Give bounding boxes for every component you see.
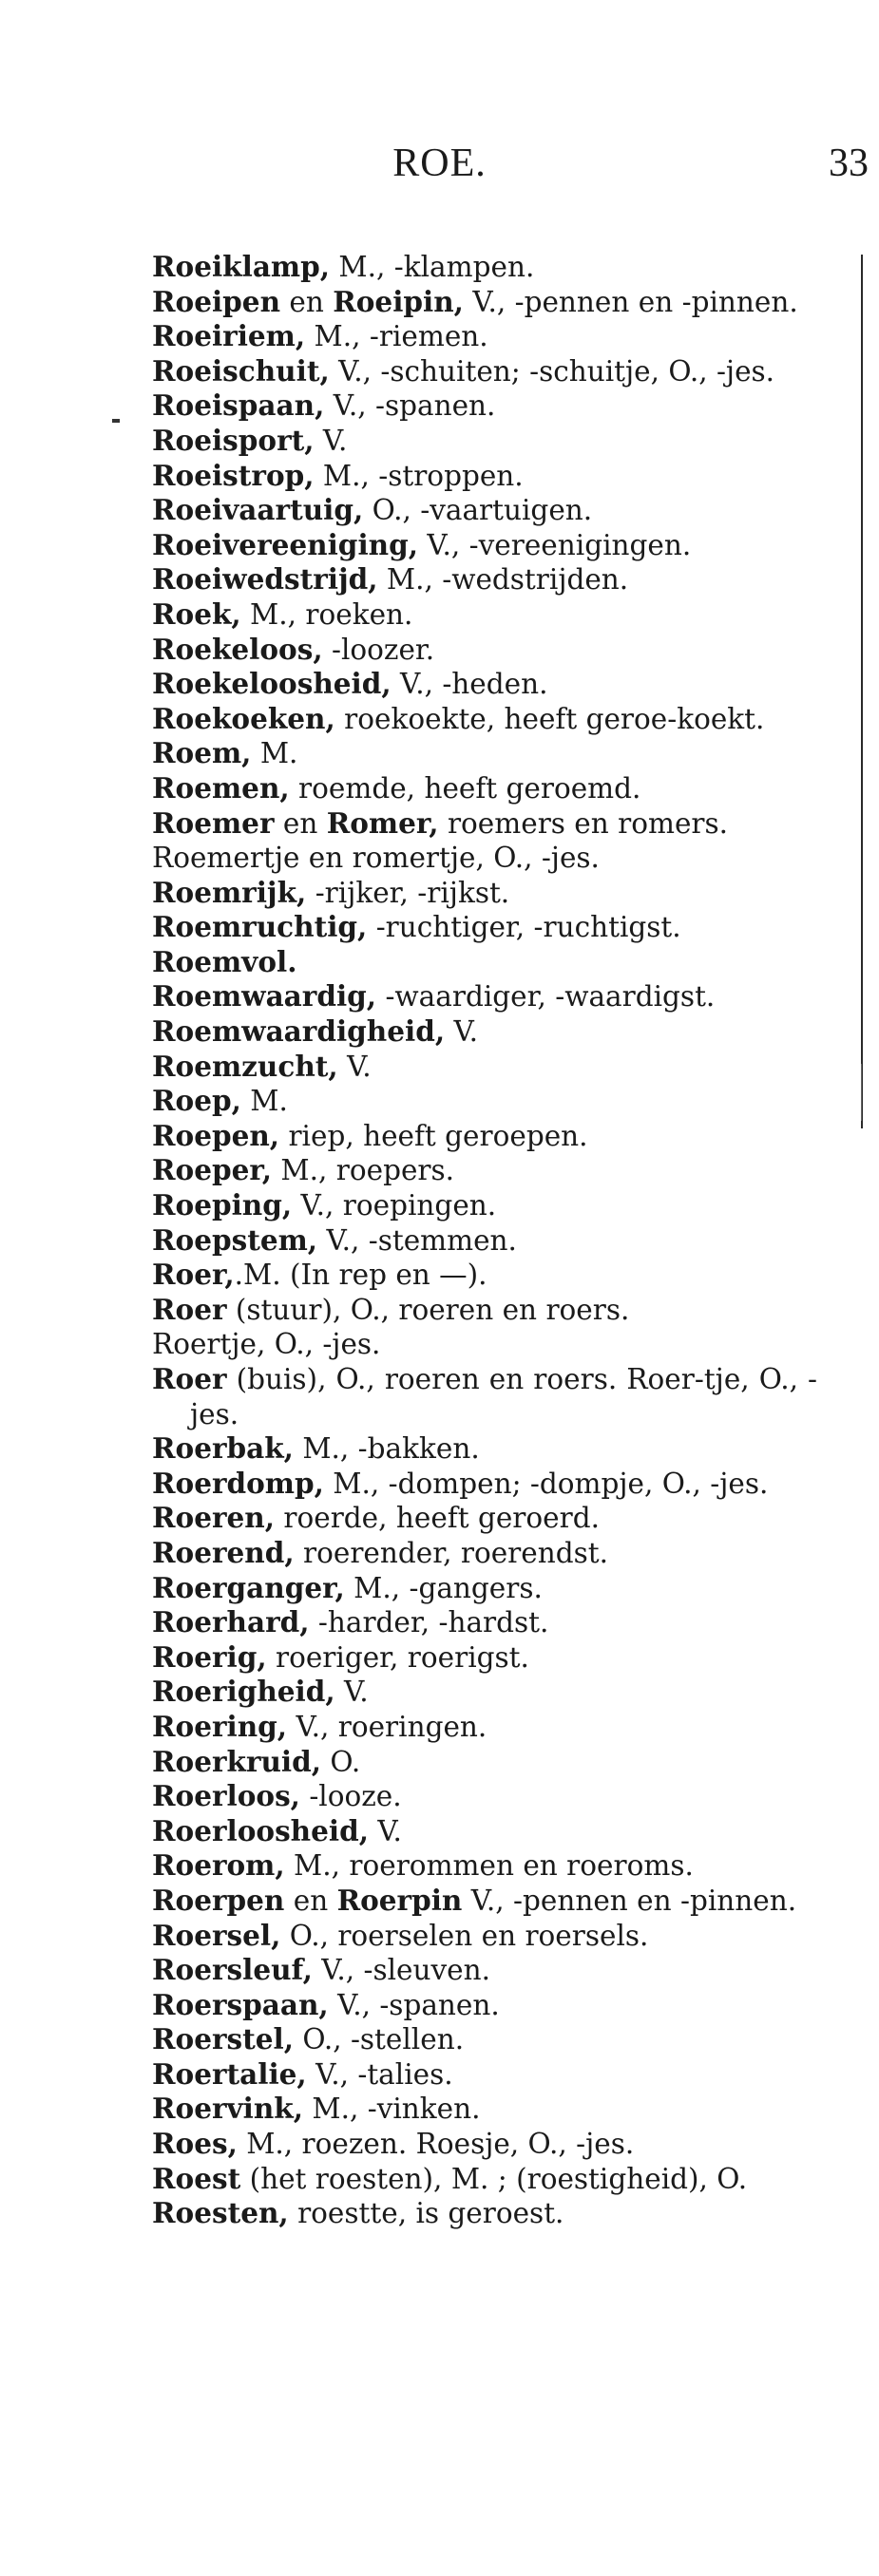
headword: Roemwaardig,: [152, 979, 377, 1013]
headword: Roer: [152, 1362, 227, 1395]
dictionary-entry: [152, 424, 817, 459]
headword: Roek,: [152, 597, 241, 631]
dictionary-entry: [152, 1084, 817, 1119]
entry-definition: M., roezen. Roesje, O., -jes.: [237, 2128, 635, 2161]
entry-definition: en: [280, 285, 334, 318]
entry-definition: (buis), O., roeren en roers. Roer-tje, O., -jes.: [190, 1363, 817, 1430]
dictionary-entry: [152, 2162, 817, 2197]
headword: Roeper,: [152, 1153, 273, 1187]
headword: Roepen,: [152, 1118, 280, 1152]
headword: Roerigheid,: [152, 1675, 335, 1709]
page-number: 33: [829, 142, 869, 185]
dictionary-entry: [152, 1293, 817, 1328]
headword: Roerstel,: [152, 2022, 294, 2056]
headword: Roemruchtig,: [152, 910, 368, 944]
entry-definition: V., -vereenigingen.: [418, 528, 692, 561]
entry-definition: roerde, heeft geroerd.: [275, 1502, 600, 1535]
entry-subline: Roertje, O., -jes.: [152, 1328, 381, 1361]
headword-variant: Roeipin,: [333, 284, 464, 318]
entry-definition: V., -talies.: [306, 2057, 453, 2091]
dictionary-entry: [152, 1467, 817, 1502]
dictionary-entry: [152, 250, 817, 285]
headword: Roest: [152, 2161, 241, 2195]
headword-variant: Roerpin: [336, 1883, 463, 1917]
headword: Roeistrop,: [152, 458, 315, 492]
entry-definition: -harder, -hardst.: [309, 1606, 549, 1639]
headword: Roerig,: [152, 1639, 267, 1674]
entry-definition: en: [284, 1884, 337, 1917]
headword: Roeisport,: [152, 423, 315, 457]
entry-definition: -rijker, -rijkst.: [306, 876, 510, 909]
headword: Roeiriem,: [152, 319, 306, 353]
entry-definition: M., -riemen.: [305, 320, 488, 353]
entry-definition: roeriger, roerigst.: [266, 1640, 529, 1674]
entry-definition: V., -spanen.: [324, 389, 496, 423]
dictionary-entry: [152, 1571, 817, 1606]
dictionary-entry: [152, 1884, 817, 1919]
dictionary-entry: [152, 1014, 817, 1050]
entry-definition: V.: [445, 1015, 479, 1049]
dictionary-entry: [152, 1605, 817, 1640]
entry-definition: roerender, roerendst.: [294, 1536, 608, 1569]
headword: Roemer: [152, 805, 275, 840]
headword: Roeping,: [152, 1188, 293, 1222]
entry-definition: M.: [240, 1085, 288, 1118]
dictionary-entry: [152, 667, 817, 702]
entry-definition-continued: V., -pennen en -pinnen.: [462, 1884, 797, 1917]
headword: Roerpen: [152, 1883, 285, 1917]
entry-definition: M., -stroppen.: [314, 459, 524, 492]
headword: Roesten,: [152, 2196, 289, 2230]
dictionary-entry: [152, 876, 817, 911]
dictionary-entry: [152, 1153, 817, 1188]
headword: Roersleuf,: [152, 1953, 313, 1987]
headword: Roeren,: [152, 1501, 275, 1535]
headword: Roerbak,: [152, 1431, 294, 1466]
dictionary-entry: [152, 354, 817, 389]
dictionary-entry: [152, 1745, 817, 1780]
entry-definition: -looze.: [299, 1780, 402, 1813]
dictionary-entry: [152, 1848, 817, 1884]
entry-definition: .M. (In rep en —).: [234, 1259, 487, 1292]
headword: Roerdomp,: [152, 1466, 324, 1500]
headword: Roes,: [152, 2127, 238, 2161]
headword: Roemrijk,: [152, 875, 307, 909]
dictionary-entry: [152, 736, 817, 771]
entry-definition: roekoekte, heeft geroe-koekt.: [334, 702, 765, 735]
headword: Roeivereeniging,: [152, 527, 418, 561]
dictionary-entry: [152, 2057, 817, 2093]
dictionary-entries: [152, 250, 817, 2231]
entry-subline: Roemertje en romertje, O., -jes.: [152, 842, 600, 875]
dictionary-entry: [152, 945, 817, 980]
dictionary-entry: [152, 1675, 817, 1710]
headword: Roerom,: [152, 1848, 285, 1883]
dictionary-entry: [152, 2092, 817, 2127]
dictionary-entry: [152, 319, 817, 354]
headword: Roemwaardigheid,: [152, 1014, 446, 1049]
headword: Roer,: [152, 1258, 235, 1292]
dictionary-entry: [152, 1640, 817, 1676]
entry-definition: M., roerommen en roeroms.: [284, 1849, 694, 1883]
entry-definition-continued: V., -pennen en -pinnen.: [463, 285, 798, 318]
headword: Roemen,: [152, 770, 290, 805]
headword: Roerspaan,: [152, 1987, 329, 2021]
headword-variant: Romer,: [326, 805, 439, 840]
headword: Roering,: [152, 1709, 288, 1743]
margin-mark: [112, 419, 120, 423]
dictionary-entry: [152, 597, 817, 633]
dictionary-entry: [152, 2196, 817, 2231]
headword: Roemzucht,: [152, 1049, 338, 1083]
headword: Roertalie,: [152, 2056, 307, 2091]
headword: Roeipen: [152, 284, 281, 318]
headword: Roeiklamp,: [152, 250, 331, 283]
entry-definition: V., -schuiten; -schuitje, O., -jes.: [329, 354, 775, 388]
entry-definition: en: [274, 806, 327, 840]
headword: Roemvol.: [152, 944, 297, 978]
dictionary-entry: [152, 1536, 817, 1571]
entry-definition: V., -sleuven.: [312, 1954, 491, 1987]
headword: Roem,: [152, 736, 252, 770]
headword: Roerloosheid,: [152, 1813, 369, 1847]
dictionary-entry: [152, 806, 817, 842]
dictionary-entry: [152, 1919, 817, 1954]
dictionary-entry: [152, 1431, 817, 1467]
entry-definition: V., -stemmen.: [317, 1223, 517, 1257]
entry-definition: O.: [321, 1745, 361, 1778]
entry-definition: M.: [251, 737, 298, 770]
dictionary-entry: [152, 562, 817, 597]
entry-definition: V.: [337, 1050, 372, 1083]
dictionary-entry: [152, 979, 817, 1014]
entry-definition: -waardiger, -waardigst.: [376, 980, 716, 1013]
dictionary-entry: [152, 1779, 817, 1814]
column-rule: [861, 255, 863, 1128]
entry-definition: V.: [334, 1676, 369, 1709]
dictionary-entry: [152, 1953, 817, 1988]
dictionary-entry: [152, 388, 817, 424]
headword: Roekeloosheid,: [152, 667, 392, 701]
entry-definition-continued: roemers en romers.: [438, 806, 729, 840]
dictionary-entry: [152, 1223, 817, 1259]
headword: Roekeloos,: [152, 632, 323, 666]
entry-definition: M., roeken.: [240, 597, 413, 631]
entry-definition: M., -bakken.: [293, 1432, 480, 1466]
dictionary-entry: [152, 459, 817, 494]
entry-definition: V., -spanen.: [328, 1988, 500, 2021]
entry-definition: -loozer.: [322, 633, 435, 666]
entry-definition: roemde, heeft geroemd.: [289, 771, 641, 805]
entry-definition: M., -dompen; -dompje, O., -jes.: [323, 1467, 769, 1500]
dictionary-entry: [152, 1050, 817, 1085]
dictionary-entry: [152, 771, 817, 806]
headword: Roerloos,: [152, 1779, 300, 1813]
dictionary-entry: [152, 493, 817, 528]
entry-definition: M., -klampen.: [330, 251, 535, 283]
entry-definition: (stuur), O., roeren en roers.: [226, 1293, 630, 1326]
entry-definition: (het roesten), M. ; (roestigheid), O.: [240, 2162, 748, 2195]
dictionary-entry: [152, 1258, 817, 1293]
entry-definition: M., roepers.: [272, 1154, 455, 1187]
dictionary-entry: [152, 1710, 817, 1745]
running-head: ROE.: [392, 142, 487, 185]
dictionary-entry: [152, 702, 817, 737]
headword: Roer: [152, 1292, 227, 1326]
headword: Roep,: [152, 1084, 241, 1118]
dictionary-entry: [152, 528, 817, 563]
dictionary-entry: [152, 1362, 817, 1431]
entry-definition: V., roeringen.: [287, 1710, 487, 1743]
dictionary-entry: [152, 633, 817, 668]
column-rule-fragment: [861, 1064, 862, 1121]
dictionary-entry: [152, 2022, 817, 2057]
entry-definition: O., -stellen.: [293, 2023, 465, 2056]
entry-definition: O., roerselen en roersels.: [280, 1919, 649, 1952]
headword: Roerkruid,: [152, 1744, 322, 1778]
entry-definition: V., roepingen.: [292, 1189, 497, 1222]
headword: Roerend,: [152, 1535, 295, 1569]
dictionary-entry: [152, 285, 817, 320]
headword: Roekoeken,: [152, 701, 335, 735]
headword: Roepstem,: [152, 1222, 318, 1257]
entry-definition: O., -vaartuigen.: [363, 494, 593, 527]
dictionary-entry: [152, 2127, 817, 2162]
dictionary-entry: [152, 910, 817, 945]
dictionary-entry: [152, 1988, 817, 2023]
entry-definition: roestte, is geroest.: [288, 2197, 564, 2230]
entry-definition: V.: [314, 424, 348, 457]
entry-definition: V.: [369, 1814, 402, 1847]
entry-definition: riep, heeft geroepen.: [279, 1119, 588, 1152]
entry-definition: M., -gangers.: [344, 1571, 543, 1604]
entry-definition: -ruchtiger, -ruchtigst.: [367, 911, 681, 944]
headword: Roeischuit,: [152, 353, 330, 388]
dictionary-entry: [152, 1501, 817, 1536]
headword: Roerganger,: [152, 1570, 345, 1604]
dictionary-entry: [152, 1188, 817, 1223]
dictionary-entry: [152, 1119, 817, 1154]
headword: Roeivaartuig,: [152, 493, 364, 527]
entry-definition: M., -vinken.: [303, 2093, 481, 2126]
dictionary-entry: [152, 1814, 817, 1849]
headword: Roeiwedstrijd,: [152, 562, 378, 597]
entry-definition: V., -heden.: [391, 668, 548, 701]
headword: Roervink,: [152, 2092, 304, 2126]
headword: Roerhard,: [152, 1605, 310, 1639]
entry-definition: M., -wedstrijden.: [377, 563, 629, 597]
headword: Roersel,: [152, 1918, 281, 1952]
headword: Roeispaan,: [152, 388, 325, 423]
